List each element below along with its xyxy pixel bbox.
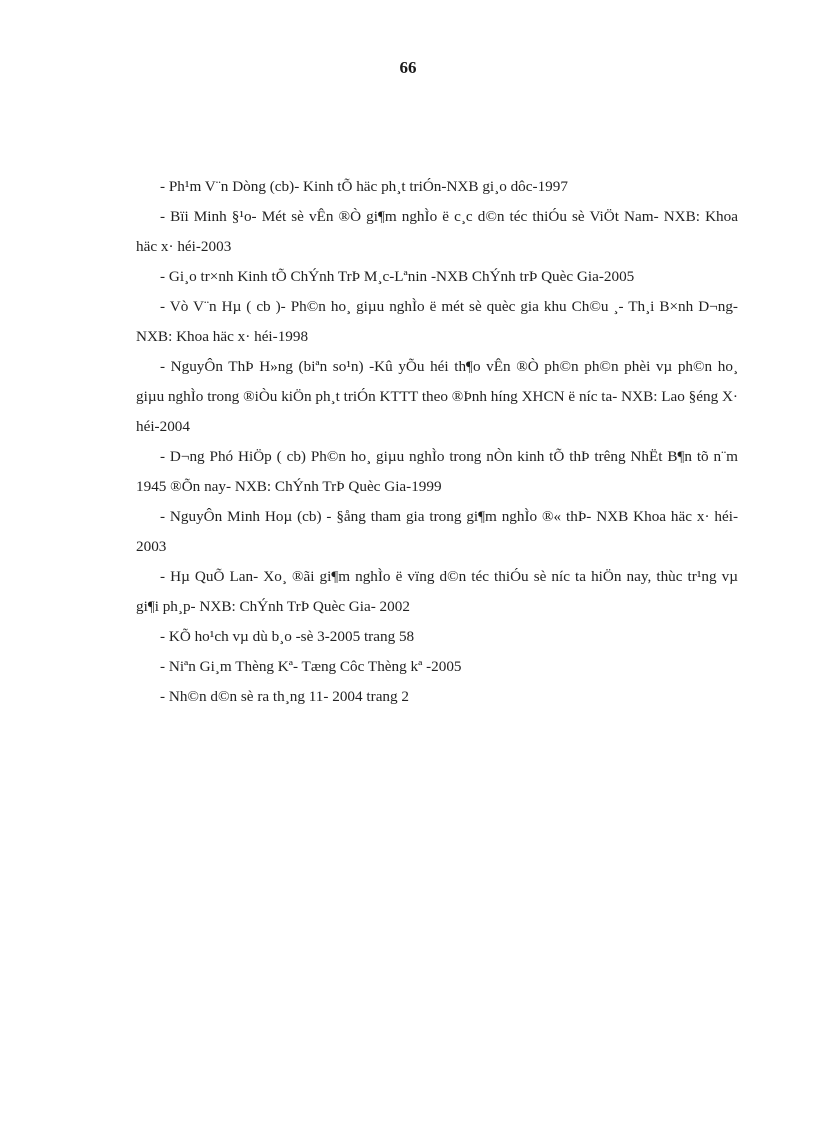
reference-item: - Bïi Minh §¹o- Mét sè vÊn ®Ò gi¶m nghÌo ë c¸c d©n téc thiÓu sè ViÖt Nam- NXB: Khoa häc x· héi-2003: [136, 208, 738, 255]
reference-item: - NguyÔn Minh Hoµ (cb) - §ång tham gia trong gi¶m nghÌo ®« thÞ- NXB Khoa häc x· héi-2003: [136, 508, 738, 555]
reference-item: - Hµ QuÕ Lan- Xo¸ ®ãi gi¶m nghÌo ë vïng d©n téc thiÓu sè níc ta hiÖn nay, thùc tr¹ng vµ gi¶i ph¸p- NXB: ChÝnh TrÞ Quèc Gia- 2002: [136, 568, 738, 615]
reference-item: - Ph¹m V¨n Dòng (cb)- Kinh tÕ häc ph¸t triÓn-NXB gi¸o dôc-1997: [160, 178, 568, 195]
reference-item: - KÕ ho¹ch vµ dù b¸o -sè 3-2005 trang 58: [160, 628, 415, 645]
reference-item: - Niªn Gi¸m Thèng Kª- Tæng Côc Thèng kª -2005: [160, 658, 462, 675]
reference-item: - D¬ng Phó HiÖp ( cb) Ph©n ho¸ giµu nghÌo trong nÒn kinh tÕ thÞ trêng NhËt B¶n tõ n¨m 1945 ®Õn nay- NXB: ChÝnh TrÞ Quèc Gia-1999: [136, 448, 738, 495]
reference-item: - Vò V¨n Hµ ( cb )- Ph©n ho¸ giµu nghÌo ë mét sè quèc gia khu Ch©u ¸- Th¸i B×nh D¬ng- NXB: Khoa häc x· héi-1998: [136, 298, 738, 345]
page-number: 66: [399, 58, 417, 77]
reference-list: [136, 172, 738, 712]
reference-item: - Gi¸o tr×nh Kinh tÕ ChÝnh TrÞ M¸c-Lªnin -NXB ChÝnh trÞ Quèc Gia-2005: [160, 268, 635, 285]
reference-item: - Nh©n d©n sè ra th¸ng 11- 2004 trang 2: [160, 688, 410, 705]
reference-item: - NguyÔn ThÞ H»ng (biªn so¹n) -Kû yÕu héi th¶o vÊn ®Ò ph©n ph©n phèi vµ ph©n ho¸ giµu nghÌo trong ®iÒu kiÖn ph¸t triÓn KTTT theo ®Þnh híng XHCN ë níc ta- NXB: Lao §éng X· héi-2004: [136, 358, 738, 435]
